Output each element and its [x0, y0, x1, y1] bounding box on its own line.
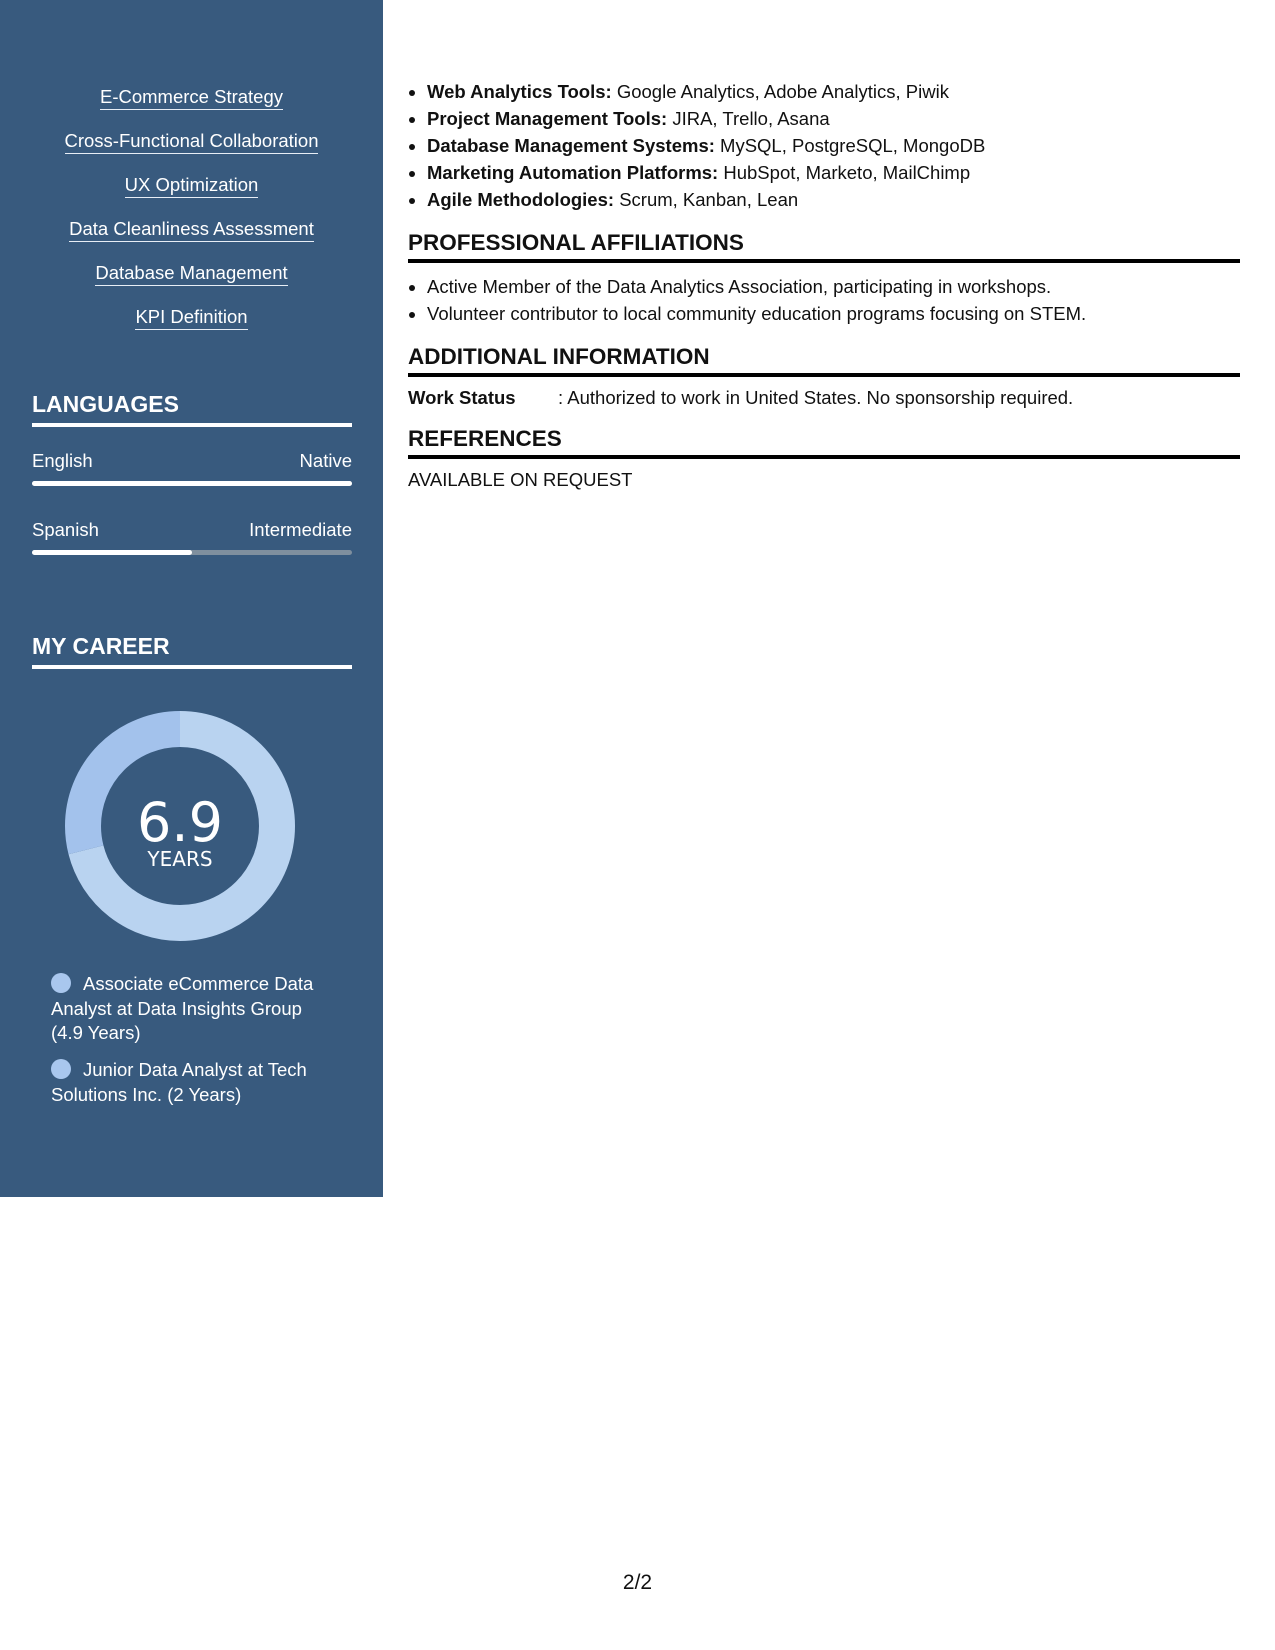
language-level: Intermediate [249, 519, 352, 540]
tool-value: HubSpot, Marketo, MailChimp [718, 162, 971, 183]
language-name: Spanish [32, 519, 99, 540]
affiliations-heading: PROFESSIONAL AFFILIATIONS [408, 230, 1240, 263]
skill-item[interactable]: KPI Definition [135, 306, 247, 330]
tool-label: Marketing Automation Platforms: [427, 162, 719, 183]
languages-heading: LANGUAGES [32, 391, 352, 427]
language-bar-fill [32, 481, 352, 486]
language-level: Native [299, 450, 352, 471]
legend-dot-icon [51, 973, 71, 993]
list-item [427, 132, 1240, 159]
career-heading: MY CAREER [32, 633, 352, 669]
skill-item[interactable]: E-Commerce Strategy [100, 86, 283, 110]
references-text: AVAILABLE ON REQUEST [408, 469, 633, 490]
sidebar [0, 0, 383, 1197]
career-legend-item [51, 1058, 336, 1107]
language-bar-fill [32, 550, 192, 555]
career-years-unit: YEARS [147, 847, 213, 871]
list-item [427, 186, 1240, 213]
legend-dot-icon [51, 1059, 71, 1079]
list-item [427, 159, 1240, 186]
skills-list [0, 86, 383, 350]
skill-item[interactable]: Cross-Functional Collaboration [65, 130, 319, 154]
main-content [408, 78, 1240, 491]
list-item: • Active Member of the Data Analytics Association, participating in workshops. [427, 273, 1240, 300]
references-heading: REFERENCES [408, 426, 1240, 459]
tool-value: Scrum, Kanban, Lean [614, 189, 799, 210]
career-donut-chart [60, 706, 300, 946]
skill-item[interactable]: Data Cleanliness Assessment [69, 218, 314, 242]
additional-info-heading: ADDITIONAL INFORMATION [408, 344, 1240, 377]
page-number: 2/2 [622, 1571, 653, 1594]
work-status-row [408, 387, 1240, 409]
career-legend-item [51, 972, 336, 1046]
skill-item[interactable]: Database Management [95, 262, 287, 286]
tool-value: JIRA, Trello, Asana [667, 108, 830, 129]
affiliations-list [408, 273, 1240, 327]
language-row-spanish [32, 519, 352, 541]
language-bar-spanish [32, 550, 352, 555]
list-item [427, 78, 1240, 105]
work-status-label: Work Status [408, 387, 516, 408]
tool-label: Agile Methodologies: [427, 189, 615, 210]
skill-item[interactable]: UX Optimization [125, 174, 259, 198]
language-row-english [32, 450, 352, 472]
list-item: • Volunteer contributor to local community education programs focusing on STEM. [427, 300, 1240, 327]
work-status-value: : Authorized to work in United States. No sponsorship required. [558, 387, 1074, 408]
language-name: English [32, 450, 93, 471]
tool-label: Web Analytics Tools: [427, 81, 612, 102]
career-total-years: 6.9 [137, 791, 223, 854]
tool-value: MySQL, PostgreSQL, MongoDB [714, 135, 986, 156]
language-bar-english [32, 481, 352, 486]
career-legend-text: Associate eCommerce Data Analyst at Data Insights Group (4.9 Years) [51, 973, 314, 1043]
tool-label: Project Management Tools: [427, 108, 668, 129]
tools-list [408, 78, 1240, 213]
tool-value: Google Analytics, Adobe Analytics, Piwik [611, 81, 949, 102]
list-item [427, 105, 1240, 132]
career-legend-text: Junior Data Analyst at Tech Solutions Inc. (2 Years) [51, 1059, 307, 1105]
tool-label: Database Management Systems: [427, 135, 715, 156]
